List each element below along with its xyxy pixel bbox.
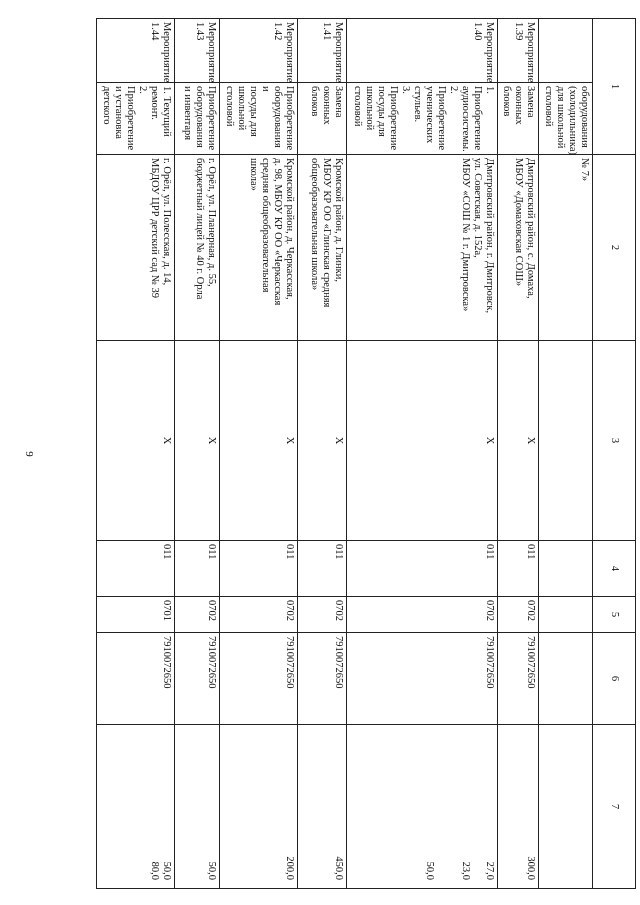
- table-cell: 0702: [346, 597, 497, 633]
- activities-table: [96, 18, 636, 889]
- table-cell: 50,0: [175, 725, 220, 889]
- column-header: 7: [593, 725, 636, 889]
- column-header: 1: [593, 19, 636, 155]
- table-row: [175, 19, 220, 889]
- table-cell: X: [97, 341, 175, 541]
- table-cell: [539, 597, 593, 633]
- column-header: 2: [593, 155, 636, 341]
- table-cell: Дмитровский район, с. Домаха, МБОУ «Домаховская СОШ»: [497, 155, 539, 341]
- table-cell: Мероприятие 1.40: [346, 19, 497, 83]
- rotated-table-wrapper: [96, 18, 636, 888]
- table-cell: [539, 19, 593, 83]
- column-header: 6: [593, 633, 636, 725]
- table-cell: г. Орёл, ул. Полесская, д. 14, МБДОУ ЦРР детский сад № 39: [97, 155, 175, 341]
- table-cell: 7910072650: [175, 633, 220, 725]
- table-row: [219, 19, 297, 889]
- table-cell: 1. Текущий ремонт. 2. Приобретение и установка детского: [97, 83, 175, 155]
- table-cell: Приобретение оборудования и инвентаря: [175, 83, 220, 155]
- table-row: [539, 19, 593, 889]
- table-cell: 7910072650: [97, 633, 175, 725]
- table-cell: 7910072650: [497, 633, 539, 725]
- table-cell: Кромской район, д. Глинки, МБОУ КР ОО «Глинская средняя общеобразовательная школа»: [297, 155, 346, 341]
- table-cell: 011: [497, 541, 539, 597]
- table-cell: Кромской район, д. Черкасская, д. 98, МБОУ КР ОО «Черкасская средняя общеобразовательная школа»: [219, 155, 297, 341]
- table-cell: 0702: [297, 597, 346, 633]
- table-cell: X: [346, 341, 497, 541]
- table-cell: 0702: [175, 597, 220, 633]
- table-cell: [539, 341, 593, 541]
- table-cell: Приобретение оборудования и посуды для школьной столовой: [219, 83, 297, 155]
- table-row: [97, 19, 175, 889]
- table-cell: 0701: [97, 597, 175, 633]
- table-cell: 200,0: [219, 725, 297, 889]
- table-cell: X: [297, 341, 346, 541]
- header-row: [593, 19, 636, 889]
- table-cell: 7910072650: [346, 633, 497, 725]
- table-cell: 27,0 23,0 50,0: [346, 725, 497, 889]
- table-cell: X: [175, 341, 220, 541]
- table-cell: [539, 541, 593, 597]
- table-cell: 1. Приобретение аудиосистемы. 2. Приобретение ученических стульев. 3. Приобретение посуды для школьной столовой: [346, 83, 497, 155]
- table-cell: 7910072650: [297, 633, 346, 725]
- table-cell: X: [219, 341, 297, 541]
- table-row: [346, 19, 497, 889]
- table-cell: оборудования (холодильника) для школьной столовой: [539, 83, 593, 155]
- table-cell: Замена оконных блоков: [497, 83, 539, 155]
- table-cell: 011: [97, 541, 175, 597]
- page-number: 9: [22, 451, 35, 457]
- column-header: 5: [593, 597, 636, 633]
- table-cell: 7910072650: [219, 633, 297, 725]
- table-cell: 0702: [219, 597, 297, 633]
- table-cell: Мероприятие 1.39: [497, 19, 539, 83]
- table-cell: № 7»: [539, 155, 593, 341]
- table-cell: [539, 725, 593, 889]
- table-row: [297, 19, 346, 889]
- table-cell: X: [497, 341, 539, 541]
- table-cell: 300,0: [497, 725, 539, 889]
- table-cell: Мероприятие 1.43: [175, 19, 220, 83]
- table-cell: Мероприятие 1.42: [219, 19, 297, 83]
- table-cell: г. Орёл, ул. Планерная, д. 55, бюджетный лицей № 40 г. Орла: [175, 155, 220, 341]
- column-header: 3: [593, 341, 636, 541]
- table-cell: 50,0 80,0: [97, 725, 175, 889]
- table-cell: Мероприятие 1.41: [297, 19, 346, 83]
- table-cell: 0702: [497, 597, 539, 633]
- table-cell: [539, 633, 593, 725]
- table-cell: 011: [219, 541, 297, 597]
- table-cell: 450,0: [297, 725, 346, 889]
- table-row: [497, 19, 539, 889]
- table-cell: Мероприятие 1.44: [97, 19, 175, 83]
- table-cell: Дмитровский район, г. Дмитровск, ул. Советская, д. 152а, МБОУ «СОШ № 1 г. Дмитровска»: [346, 155, 497, 341]
- table-cell: 011: [175, 541, 220, 597]
- table-cell: Замена оконных блоков: [297, 83, 346, 155]
- table-cell: 011: [297, 541, 346, 597]
- column-header: 4: [593, 541, 636, 597]
- table-cell: 011: [346, 541, 497, 597]
